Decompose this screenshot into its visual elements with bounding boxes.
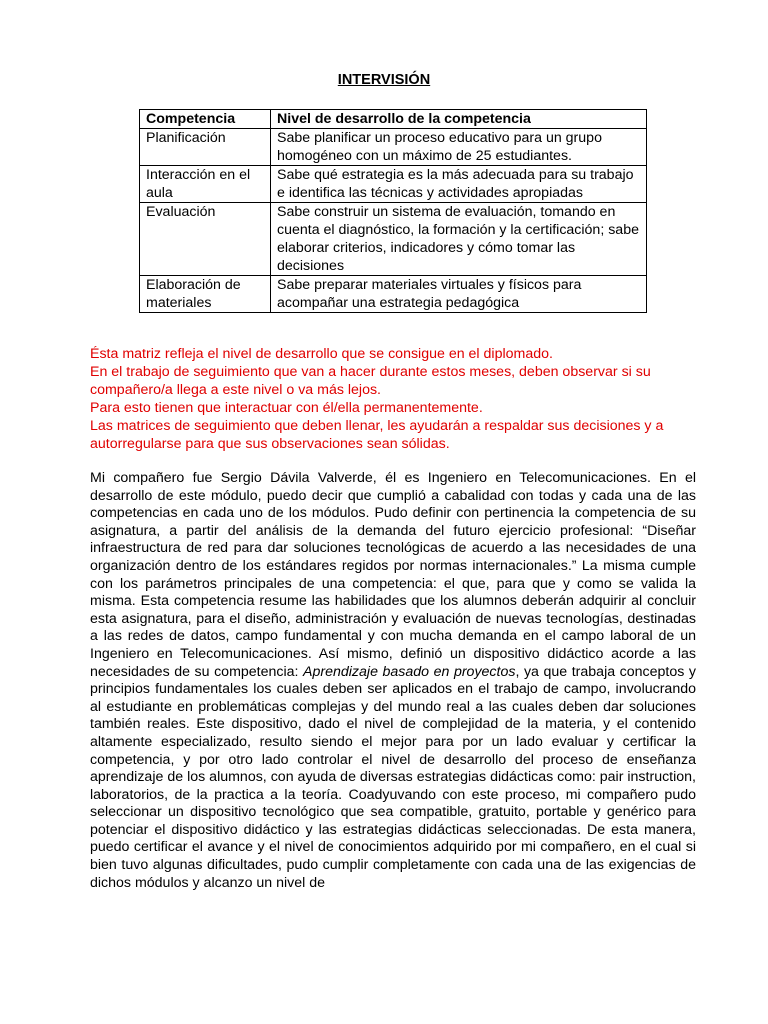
cell-competencia: Interacción en el aula <box>140 166 271 203</box>
cell-competencia: Evaluación <box>140 203 271 276</box>
table-row <box>140 129 647 166</box>
body-text-part1: Mi compañero fue Sergio Dávila Valverde, él es Ingeniero en Telecomunicaciones. En el desarrollo de este módulo, puedo decir que cumplió a cabalidad con todas y cada una de las competencias en cada uno de los módulos. Pudo definir con pertinencia la competencia de su asignatura, a partir del análisis de la demanda del futuro ejercicio profesional: “Diseñar infraestructura de red para dar soluciones tecnológicas de acuerdo a las necesidades de una organización dentro de los estándares regidos por normas internacionales.” La misma cumple con los parámetros principales de una competencia: el que, para que y como se valida la misma. Esta competencia resume las habilidades que los alumnos deberán adquirir al concluir esta asignatura, para el diseño, administración y evaluación de nuevas tecnologías, destinadas a las redes de datos, campo fundamental y con mucha demanda en el campo laboral de un Ingeniero en Telecomunicaciones. Así mismo, definió un dispositivo didáctico acorde a las necesidades de su competencia: <box>90 470 696 680</box>
body-emphasis: Aprendizaje basado en proyectos <box>303 663 516 680</box>
table-row <box>140 166 647 203</box>
cell-nivel: Sabe construir un sistema de evaluación, tomando en cuenta el diagnóstico, la formación y la certificación; sabe elaborar criterios, indicadores y cómo tomar las decisiones <box>271 203 647 276</box>
instructions-block <box>90 345 690 453</box>
document-title: INTERVISIÓN <box>337 72 431 88</box>
competency-table <box>139 109 647 313</box>
instruction-line: Las matrices de seguimiento que deben llenar, les ayudarán a respaldar sus decisiones y a autorregularse para que sus observaciones sean sólidas. <box>90 418 664 452</box>
table-row <box>140 276 647 313</box>
instruction-line: En el trabajo de seguimiento que van a hacer durante estos meses, deben observar si su compañero/a llega a este nivel o va más lejos. <box>90 364 651 398</box>
body-text-part2: , ya que trabaja conceptos y principios fundamentales los cuales deben ser aplicados en el trabajo de campo, involucrando al estudiante en problemáticas complejas y del mundo real a las cuales deben dar soluciones también reales. Este dispositivo, dado el nivel de complejidad de la materia, y el contenido altamente especializado, resulto siendo el mejor para por un lado evaluar y certificar la competencia, y por otro lado controlar el nivel de desarrollo del proceso de enseñanza aprendizaje de los alumnos, con ayuda de diversas estrategias didácticas como: pair instruction, laboratorios, de la practica a la teoría. Coadyuvando con este proceso, mi compañero pudo seleccionar un dispositivo tecnológico que sea compatible, gratuito, portable y genérico para potenciar el dispositivo didáctico y las estrategias didácticas seleccionadas. De esta manera, puedo certificar el avance y el nivel de conocimientos adquirido por mi compañero, en el cual si bien tuvo algunas dificultades, pudo cumplir completamente con cada una de las exigencias de dichos módulos y alcanzo un nivel de <box>90 663 696 891</box>
cell-nivel: Sabe qué estrategia es la más adecuada para su trabajo e identifica las técnicas y actividades apropiadas <box>271 166 647 203</box>
cell-competencia: Elaboración de materiales <box>140 276 271 313</box>
header-nivel: Nivel de desarrollo de la competencia <box>271 110 647 129</box>
body-paragraph <box>90 470 696 892</box>
table-header-row <box>140 110 647 129</box>
instruction-line: Para esto tienen que interactuar con él/ella permanentemente. <box>90 400 483 416</box>
cell-nivel: Sabe preparar materiales virtuales y físicos para acompañar una estrategia pedagógica <box>271 276 647 313</box>
table-row <box>140 203 647 276</box>
header-competencia: Competencia <box>140 110 271 129</box>
instruction-line: Ésta matriz refleja el nivel de desarrollo que se consigue en el diplomado. <box>90 346 553 362</box>
cell-competencia: Planificación <box>140 129 271 166</box>
cell-nivel: Sabe planificar un proceso educativo para un grupo homogéneo con un máximo de 25 estudiantes. <box>271 129 647 166</box>
